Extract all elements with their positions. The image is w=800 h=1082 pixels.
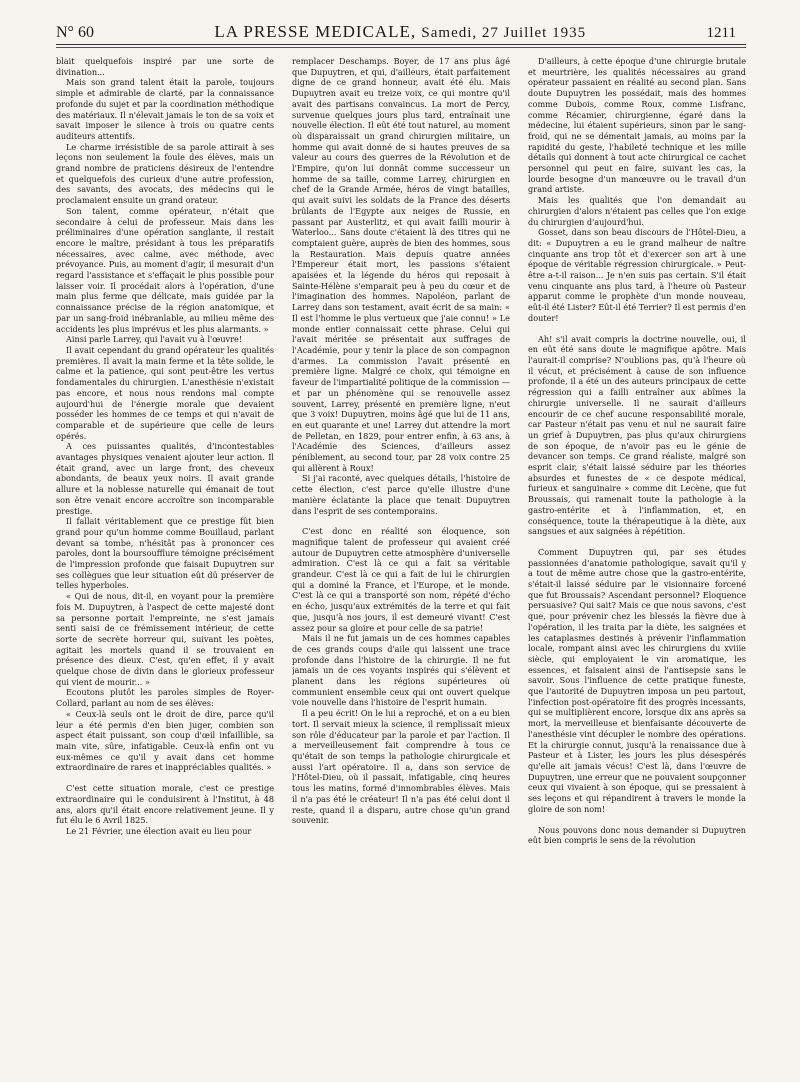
header-rule-thin: [56, 47, 746, 48]
column-left: [56, 56, 274, 1064]
paragraph: Ecoutons plutôt les paroles simples de Royer-Collard, parlant au nom de ses élèves:: [56, 687, 274, 709]
page-number: 1211: [706, 25, 736, 41]
paragraph: remplacer Deschamps. Boyer, de 17 ans plus âgé que Dupuytren, et qui, d'ailleurs, était parfaitement digne de ce grand honneur, avait été élu. Mais Dupuytren avait eu treize voix, ce qui montre qu'il avait des partisans convaincus. La mort de Percy, survenue quelques jours plus tard, entraînait une nouvelle élection. Il eût été tout naturel, au moment où disparaissait un grand chirurgien militaire, un homme qui avait donné de si hautes preuves de sa valeur au cours des guerres de la Révolution et de l'Empire, qu'on lui donnât comme successeur un homme de sa taille, comme Larrey, chirurgien en chef de la Grande Armée, héros de vingt batailles, qui avait suivi les soldats de la France des déserts brûlants de l'Egypte aux neiges de Russie, en passant par Austerlitz, et qui avait failli mourir à Waterloo... Sans doute c'étaient là des titres qui ne comptaient guère, auprès de bien des hommes, sous la Restauration. Mais depuis quatre années l'Empereur était mort, les passions s'étaient apaisées et la légende du héros qui reposait à Sainte-Hélène s'emparait peu à peu du cœur et de l'imagination des hommes. Napoléon, parlant de Larrey dans son testament, avait écrit de sa main: « Il est l'homme le plus vertueux que j'aie connu! » Le monde entier connaissait cette phrase. Celui qui l'avait méritée se présentait aux suffrages de l'Académie, pour y tenir la place de son compagnon d'armes. La commission l'avait présenté en première ligne. Malgré ce choix, qui témoigne en faveur de l'impartialité politique de la commission — et par un phénomène qui se renouvelle assez souvent, Larrey, présenté en première ligne, n'eut que 3 voix! Dupuytren, moins âgé que lui de 11 ans, en eut quarante et une! Larrey dut attendre la mort de Pelletan, en 1829, pour entrer enfin, à 63 ans, à l'Académie des Sciences, d'ailleurs assez péniblement, au second tour, par 28 voix contre 25 qui allèrent à Roux!: [292, 56, 510, 473]
column-middle: [292, 56, 510, 1064]
paragraph: Le charme irrésistible de sa parole attirait à ses leçons non seulement la foule des élèves, mais un grand nombre de praticiens désireux de l'entendre et quelquefois des curieux d'une autre profession, des savants, des avocats, des médecins qui le proclamaient ensuite un grand orateur.: [56, 141, 274, 206]
issue-number: N° 60: [56, 24, 94, 41]
journal-title-line: [214, 22, 586, 42]
paragraph: Il a peu écrit! On le lui a reproché, et on a eu bien tort. Il servait mieux la science, il remplissait mieux son rôle d'éducateur par la parole et par l'action. Il a merveilleusement fait comprendre à tous ce qu'était de son temps la pathologie chirurgicale et aussi l'art opératoire. Il a, dans son service de l'Hôtel-Dieu, où il passait, infatigable, cinq heures tous les matins, formé d'innombrables élèves. Mais il n'a pas été le créateur! Il n'a pas été celui dont il reste, quand il a disparu, autre chose qu'un grand souvenir.: [292, 708, 510, 826]
paragraph: A ces puissantes qualités, d'incontestables avantages physiques venaient ajouter leur action. Il était grand, avec un large front, des cheveux abondants, de beaux yeux noirs. Il avait grande allure et la noblesse naturelle qui émanait de tout son être venait encore accroître son incomparable prestige.: [56, 441, 274, 516]
paragraph: Ainsi parle Larrey, qui l'avait vu à l'œuvre!: [66, 334, 243, 345]
paragraph: Son talent, comme opérateur, n'était que secondaire à celui de professeur. Mais dans les préliminaires d'une opération sanglante, il restait encore le maître, présidant à tous les préparatifs nécessaires, avec calme, avec méthode, avec prévoyance. Puis, au moment d'agir, il mesurait d'un regard l'assistance et s'effaçait le plus possible pour laisser voir. Il procédait alors à l'opération, d'une main plus ferme que délicate, mais guidée par la connaissance précise de la région anatomique, et par un sang-froid inébranlable, au milieu même des accidents les plus imprévus et les plus alarmants. »: [56, 205, 274, 334]
paragraph: « Ceux-là seuls ont le droit de dire, parce qu'il leur a été permis d'en bien juger, combien son aspect était puissant, son coup d'œil infaillible, sa main vite, sûre, infatigable. Ceux-là enfin ont vu eux-mêmes ce qu'il y avait dans cet homme extraordinaire de rares et inappréciables qualités. »: [56, 708, 274, 773]
paragraph: Mais les qualités que l'on demandait au chirurgien d'alors n'étaient pas celles que l'on exige du chirurgien d'aujourd'hui.: [528, 195, 746, 227]
paragraph: Gosset, dans son beau discours de l'Hôtel-Dieu, a dit: « Dupuytren a eu le grand malheur de naître cinquante ans trop tôt et d'exercer son art à une époque de véritable régression chirurgicale. » Peut-être a-t-il raison... Je n'en suis pas certain. S'il était venu cinquante ans plus tard, à l'heure où Pasteur apparut comme le prophète d'un monde nouveau, eût-il été Lister? Eût-il été Terrier? Il est permis d'en douter!: [528, 227, 746, 323]
column-right: [528, 56, 746, 1064]
paragraph: Il fallait véritablement que ce prestige fût bien grand pour qu'un homme comme Bouillaud, parlant devant sa tombe, n'hésitât pas à prononcer ces paroles, dont la boursoufflure témoigne précisément de l'impression profonde que faisait Dupuytren sur ses collègues que leur situation eût dû préserver de telles hyperboles.: [56, 516, 274, 591]
paragraph: Il avait cependant du grand opérateur les qualités premières. Il avait la main ferme et la tête solide, le calme et la patience, qui sont peut-être les vertus fondamentales du chirurgien. L'anesthésie n'existait pas encore, et nous nous rendons mal compte aujourd'hui de l'énergie morale que devaient posséder les hommes de ce temps et qui n'avait de comparable et de supérieure que celle de leurs opérés.: [56, 344, 274, 441]
paragraph: Comment Dupuytren qui, par ses études passionnées d'anatomie pathologique, savait qu'il y a tout de même autre chose que la gastro-entérite, s'était-il laissé séduire par le visionnaire forcené que fut Broussais? Ascendant personnel? Eloquence persuasive? Qui sait? Mais ce que nous savons, c'est que, pour prévenir chez les blessés la fièvre due à l'opération, il les traita par la diète, les saignées et les cataplasmes destinés à prévenir l'inflammation locale, rompant ainsi avec les chirurgiens du xviiie siècle, qui employaient le vin aromatique, les essences, et faisaient ainsi de l'antisepsie sans le savoir. Sous l'influence de cette pratique funeste, que l'autorité de Dupuytren imposa un peu partout, l'infection post-opératoire fit des progrès incessants, qui se multiplièrent encore, lorsque dix ans après sa mort, la merveilleuse et bienfaisante découverte de l'anesthésie vint décupler le nombre des opérations. Et la chirurgie connut, jusqu'à la renaissance due à Pasteur et à Lister, les jours les plus désespérés qu'elle ait jamais vécus! C'est là, dans l'œuvre de Dupuytren, une erreur que ne pouvaient soupçonner ceux qui vivaient à son époque, qui se pressaient à ses leçons et qui répandirent à travers le monde la gloire de son nom!: [528, 546, 746, 814]
paragraph: Le 21 Février, une élection avait eu lieu pour: [66, 825, 252, 836]
journal-name: LA PRESSE MEDICALE,: [214, 22, 417, 41]
paragraph: C'est cette situation morale, c'est ce prestige extraordinaire qui le conduisirent à l'Institut, à 48 ans, alors qu'il était encore relativement jeune. Il y fut élu le 6 Avril 1825.: [56, 783, 274, 826]
paragraph: D'ailleurs, à cette époque d'une chirurgie brutale et meurtrière, les qualités nécessaires au grand opérateur passaient en réalité au second plan. Sans doute Dupuytren les possédait, mais des hommes comme Dubois, comme Roux, comme Lisfranc, comme Récamier, chirurgienne, égaré dans la médecine, lui étaient supérieurs, sinon par le sang-froid, qui ne se démentait jamais, au moins par la rapidité du geste, l'habileté technique et les mille détails qui donnent à tout acte chirurgical ce cachet personnel qui peut en faire, suivant les cas, la lourde besogne d'un manœuvre ou le travail d'un grand artiste.: [528, 56, 746, 195]
header-rule: [56, 44, 746, 45]
paragraph: « Qui de nous, dit-il, en voyant pour la première fois M. Dupuytren, à l'aspect de cette majesté dont sa personne portait l'empreinte, ne s'est jamais senti saisi de ce frémissement intérieur, de cette sorte de secrète horreur qui, suivant les poètes, agitait les mortels quand il se trouvaient en présence des dieux. C'est, qu'en effet, il y avait quelque chose de divin dans le glorieux professeur qui vient de mourir... »: [56, 591, 274, 687]
paragraph: Nous pouvons donc nous demander si Dupuytren eût bien compris le sens de la révolution: [528, 824, 746, 846]
paragraph: C'est donc en réalité son éloquence, son magnifique talent de professeur qui avaient créé autour de Dupuytren cette atmosphère d'universelle admiration. C'est là ce qui a fait sa véritable grandeur. C'est là ce qui a fait de lui le chirurgien qui a dominé la France, et l'Europe, et le monde. C'est là ce qui a transporté son nom, répété d'écho en écho, jusqu'aux extrémités de la terre et qui fait que, jusqu'à nos jours, il est demeuré vivant! C'est assez pour sa gloire et pour celle de sa patrie!: [292, 526, 510, 633]
paragraph: Ah! s'il avait compris la doctrine nouvelle, oui, il en eût été sans doute le magnifique apôtre. Mais l'aurait-il comprise? N'oublions pas, qu'à l'heure où il vécut, et précisément à cause de son influence profonde, il a été un des auteurs principaux de cette régression qui a failli entraîner aux abîmes la chirurgie universelle. Il ne saurait d'ailleurs encourir de ce chef aucune responsabilité morale, car Pasteur n'était pas venu et nul ne saurait faire un grief à Dupuytren, pas plus qu'aux chirurgiens de son époque, de n'avoir pas eu le génie de devancer son temps. Ce grand réaliste, malgré son esprit clair, s'était laissé séduire par les théories absurdes et funestes de « ce despote médical, furieux et sanguinaire » comme dit Lecène, que fut Broussais, qui ramenait toute la pathologie à la gastro-entérite et à l'inflammation, et, en conséquence, toute la thérapeutique à la diète, aux sangsues et aux saignées à répétition.: [528, 333, 746, 537]
paragraph: Mais son grand talent était la parole, toujours simple et admirable de clarté, par la connaissance profonde du sujet et par la coordination méthodique des matériaux. Il n'élevait jamais le ton de sa voix et savait imposer le silence à trois ou quatre cents auditeurs attentifs.: [56, 77, 274, 141]
running-header: [56, 22, 736, 44]
issue-date: Samedi, 27 Juillet 1935: [421, 25, 587, 41]
paragraph: Si j'ai raconté, avec quelques détails, l'histoire de cette élection, c'est parce qu'elle illustre d'une manière éclatante la place que tenait Dupuytren dans l'esprit de ses contemporains.: [292, 473, 510, 516]
text-columns: [56, 56, 746, 1064]
paragraph: Mais il ne fut jamais un de ces hommes capables de ces grands coups d'aile qui laissent une trace profonde dans l'histoire de la chirurgie. Il ne fut jamais un de ces voyants inspirés qui s'élèvent et planent dans les régions supérieures où communient ensemble ceux qui ont ouvert quelque voie nouvelle dans l'histoire de l'esprit humain.: [292, 633, 510, 708]
paragraph: blait quelquefois inspiré par une sorte de divination...: [56, 56, 274, 77]
